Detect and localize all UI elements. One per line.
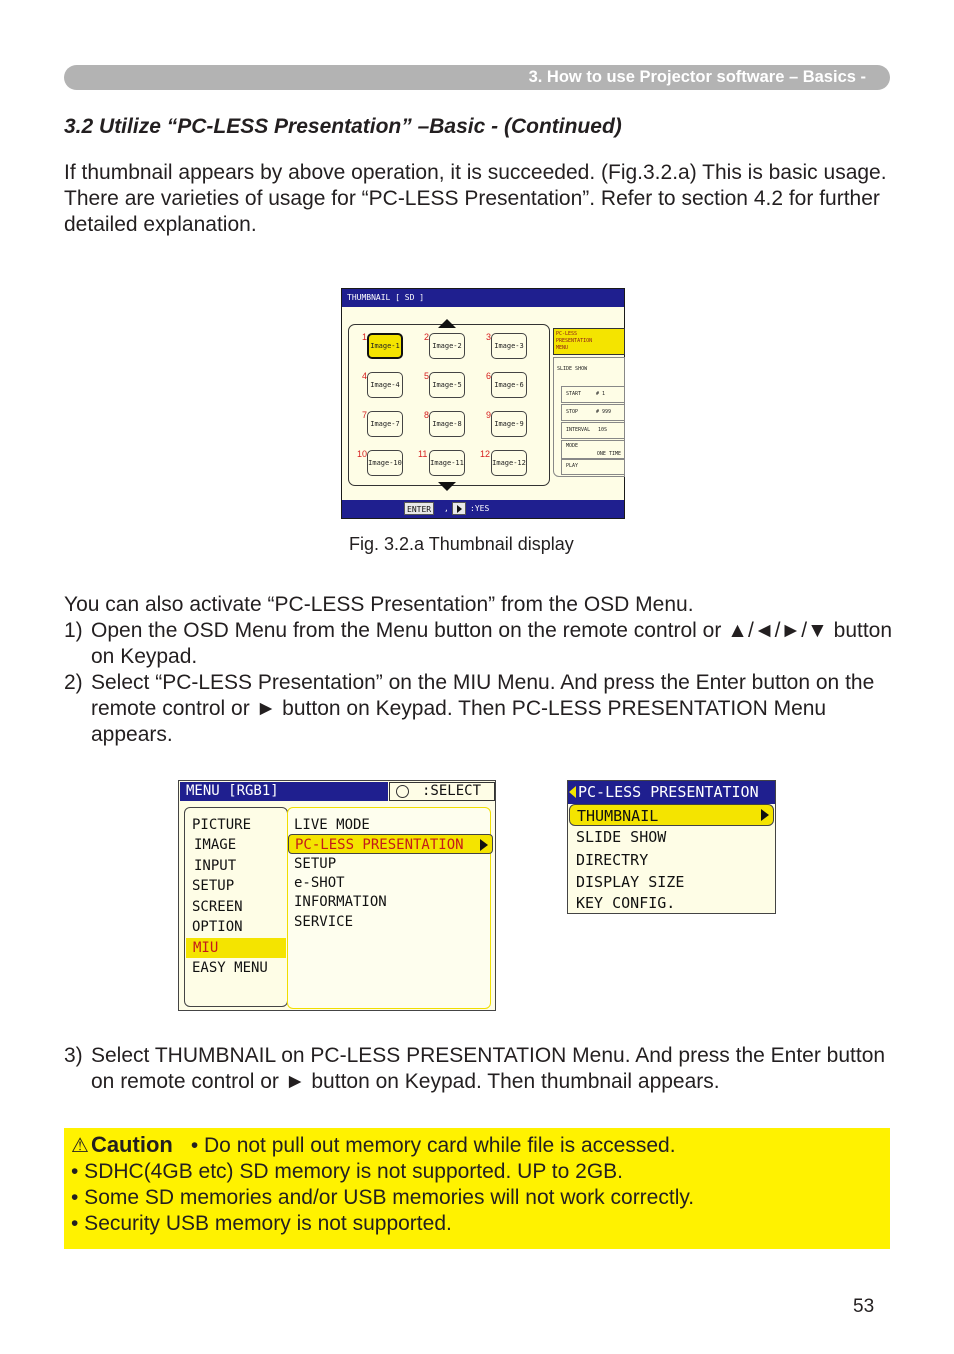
section-title: 3.2 Utilize “PC-LESS Presentation” –Basic - (Continued) (64, 115, 622, 138)
scroll-up-arrow-icon[interactable] (438, 319, 456, 328)
menu-item-directry[interactable]: DIRECTRY (576, 851, 649, 869)
menu-item-display-size[interactable]: DISPLAY SIZE (576, 873, 685, 891)
thumb-number: 6 (486, 371, 492, 381)
step-3-row (64, 1043, 904, 1095)
thumb-number: 2 (424, 332, 430, 342)
menu-item-input[interactable]: INPUT (194, 858, 237, 874)
thumb-number: 11 (418, 449, 428, 459)
step-number: 2) (64, 671, 83, 694)
pcless-label: PC-LESS PRESENTATION (295, 837, 464, 853)
step-text: Select THUMBNAIL on PC-LESS PRESENTATION Menu. And press the Enter button on remote control or ► button on Keypad. Then thumbnail appears. (91, 1044, 886, 1093)
mode-label: MODE (566, 443, 579, 449)
thumbnail-item[interactable]: Image-2 (429, 333, 465, 359)
step-number: 1) (64, 619, 83, 642)
bottom-separator: , (444, 504, 449, 513)
dpad-icon (396, 785, 409, 798)
stop-field[interactable] (561, 404, 625, 421)
thumb-number: 12 (480, 449, 491, 459)
pcless-presentation-menu (567, 780, 776, 914)
menu-item-pcless-presentation[interactable] (288, 834, 493, 854)
menu-item-live-mode[interactable]: LIVE MODE (294, 817, 370, 833)
play-key-icon (452, 502, 466, 515)
arrow-left-icon[interactable] (569, 786, 576, 798)
yes-label: :YES (470, 504, 490, 513)
start-value: # 1 (596, 391, 606, 397)
thumbnail-item[interactable]: Image-3 (491, 333, 527, 359)
stop-value: # 999 (596, 409, 612, 415)
thumbnail-label: THUMBNAIL (577, 807, 659, 825)
figure-caption: Fig. 3.2.a Thumbnail display (349, 534, 574, 554)
stop-label: STOP (566, 409, 579, 415)
caution-text: • Security USB memory is not supported. (71, 1212, 452, 1235)
scroll-down-arrow-icon[interactable] (438, 482, 456, 491)
thumbnail-item[interactable]: Image-9 (491, 411, 527, 437)
arrow-right-icon (761, 809, 769, 821)
mode-value: ONE TIME (596, 451, 621, 457)
menu-title: MENU [RGB1] (180, 782, 388, 801)
pcless-menu-button[interactable] (553, 328, 625, 355)
header-bar (64, 65, 890, 90)
side-menu-line: PRESENTATION (556, 338, 593, 344)
thumb-number: 5 (424, 371, 430, 381)
select-label: :SELECT (422, 783, 482, 799)
thumb-number: 7 (362, 410, 368, 420)
thumbnail-item[interactable]: Image-8 (429, 411, 465, 437)
menu-item-miu[interactable]: MIU (186, 938, 286, 958)
caution-text: • SDHC(4GB etc) SD memory is not supported. UP to 2GB. (71, 1160, 623, 1183)
interval-field[interactable] (561, 422, 625, 439)
menu-item-eshot[interactable]: e-SHOT (294, 875, 345, 891)
menu-item-slide-show[interactable]: SLIDE SHOW (576, 828, 667, 846)
thumbnail-item[interactable]: Image-5 (429, 372, 465, 398)
caution-text: • Some SD memories and/or USB memories will not work correctly. (71, 1186, 695, 1209)
menu-item-service[interactable]: SERVICE (294, 914, 354, 930)
side-menu-line: PC-LESS (556, 331, 578, 337)
osd-main-menu (178, 780, 496, 1011)
interval-label: INTERVAL (566, 427, 591, 433)
osd-intro: You can also activate “PC-LESS Presentation” from the OSD Menu. (64, 593, 694, 616)
thumbnail-item[interactable]: Image-12 (491, 450, 527, 476)
intro-paragraph: If thumbnail appears by above operation, it is succeeded. (Fig.3.2.a) This is basic usage. There are varieties of usage for “PC-LESS Presentation”. Refer to section 4.2 for further detailed explanation. (64, 161, 887, 236)
step-text: Open the OSD Menu from the Menu button on the remote control or ▲/◄/►/▼ button on Keypad. (91, 619, 893, 668)
mode-field[interactable] (561, 440, 625, 460)
caution-box (64, 1128, 890, 1249)
pcless-menu-title (568, 781, 775, 804)
menu-item-screen[interactable]: SCREEN (192, 899, 243, 915)
step-3 (64, 1043, 904, 1095)
thumb-number: 9 (486, 410, 492, 420)
step-1 (64, 618, 904, 670)
menu-item-option[interactable]: OPTION (192, 919, 243, 935)
step-text: Select “PC-LESS Presentation” on the MIU Menu. And press the Enter button on the remote control or ► button on Keypad. Then PC-LESS PRESENTATION Menu appears. (91, 671, 875, 746)
thumb-number: 10 (357, 449, 368, 459)
menu-item-key-config[interactable]: KEY CONFIG. (576, 894, 676, 912)
thumbnail-item[interactable]: Image-7 (367, 411, 403, 437)
thumbnail-screen (341, 288, 625, 519)
osd-instructions (64, 592, 904, 748)
step-number: 3) (64, 1044, 83, 1067)
select-hint (389, 782, 495, 801)
thumb-number: 8 (424, 410, 430, 420)
menu-item-setup-miu[interactable]: SETUP (294, 856, 337, 872)
slide-show-label: SLIDE SHOW (557, 366, 588, 372)
menu-item-thumbnail[interactable] (569, 804, 774, 826)
enter-key: ENTER (404, 502, 434, 515)
side-menu-line: MENU (556, 345, 569, 351)
thumbnail-title: THUMBNAIL [ SD ] (342, 289, 624, 307)
caution-title: Caution (90, 1132, 173, 1157)
play-button[interactable]: PLAY (561, 458, 625, 475)
menu-item-picture[interactable]: PICTURE (192, 817, 252, 833)
thumbnail-item[interactable]: Image-6 (491, 372, 527, 398)
thumbnail-item[interactable]: Image-1 (367, 333, 403, 359)
menu-item-image[interactable]: IMAGE (194, 837, 237, 853)
thumbnail-item[interactable]: Image-4 (367, 372, 403, 398)
thumbnail-item[interactable]: Image-10 (367, 450, 403, 476)
step-2 (64, 670, 904, 748)
page-number: 53 (853, 1296, 875, 1317)
caution-line-1 (71, 1132, 890, 1159)
thumb-number: 3 (486, 332, 492, 342)
arrow-right-icon (480, 839, 488, 851)
caution-text: • Do not pull out memory card while file is accessed. (190, 1134, 676, 1157)
thumbnail-item[interactable]: Image-11 (429, 450, 465, 476)
menu-item-easy-menu[interactable]: EASY MENU (192, 960, 268, 976)
interval-value: 10S (598, 427, 608, 433)
warning-triangle-icon: ⚠ (71, 1135, 89, 1157)
running-title: 3. How to use Projector software – Basics - (528, 68, 866, 86)
thumb-number: 4 (362, 371, 368, 381)
pcless-menu-title-text: PC-LESS PRESENTATION (578, 783, 759, 801)
menu-item-setup[interactable]: SETUP (192, 878, 235, 894)
thumbnail-bottom-bar (342, 500, 624, 518)
start-label: START (566, 391, 582, 397)
menu-item-information[interactable]: INFORMATION (294, 894, 387, 910)
start-field[interactable] (561, 386, 625, 403)
thumb-number: 1 (362, 332, 368, 342)
